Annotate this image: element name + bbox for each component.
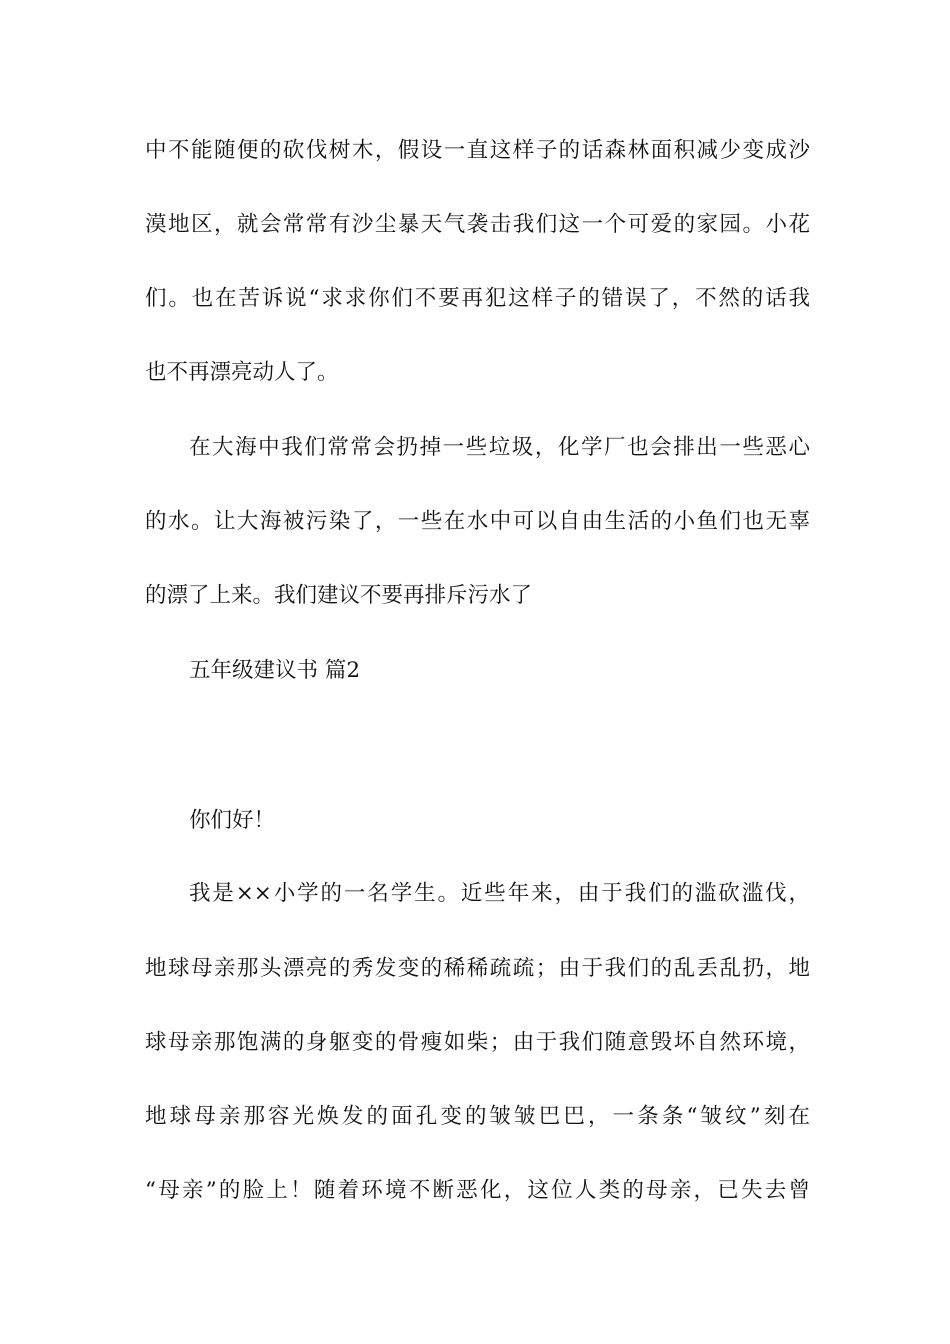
- paragraph-line: “母亲”的脸上！随着环境不断恶化，这位人类的母亲，已失去曾: [145, 1178, 810, 1203]
- paragraph-line: 们。也在苦诉说“求求你们不要再犯这样子的错误了，不然的话我: [145, 286, 810, 311]
- paragraph-line: 的水。让大海被污染了，一些在水中可以自由生活的小鱼们也无辜: [145, 509, 810, 534]
- paragraph-line: 地球母亲那容光焕发的面孔变的皱皱巴巴，一条条“皱纹”刻在: [145, 1104, 810, 1129]
- paragraph-line: 中不能随便的砍伐树木，假设一直这样子的话森林面积减少变成沙: [145, 138, 810, 163]
- greeting: 你们好！: [189, 808, 276, 833]
- paragraph-line: 地球母亲那头漂亮的秀发变的稀稀疏疏；由于我们的乱丢乱扔，地: [145, 956, 810, 981]
- paragraph-line: 在大海中我们常常会扔掉一些垃圾，化学厂也会排出一些恶心: [189, 435, 810, 460]
- paragraph-line: 我是××小学的一名学生。近些年来，由于我们的滥砍滥伐，: [189, 881, 810, 906]
- paragraph-line: 球母亲那饱满的身躯变的骨瘦如柴；由于我们随意毁坏自然环境，: [145, 1030, 810, 1055]
- section-heading: 五年级建议书 篇2: [189, 658, 361, 683]
- paragraph-line: 也不再漂亮动人了。: [145, 360, 339, 385]
- paragraph-line: 的漂了上来。我们建议不要再排斥污水了: [145, 583, 533, 608]
- paragraph-line: 漠地区，就会常常有沙尘暴天气袭击我们这一个可爱的家园。小花: [145, 212, 810, 237]
